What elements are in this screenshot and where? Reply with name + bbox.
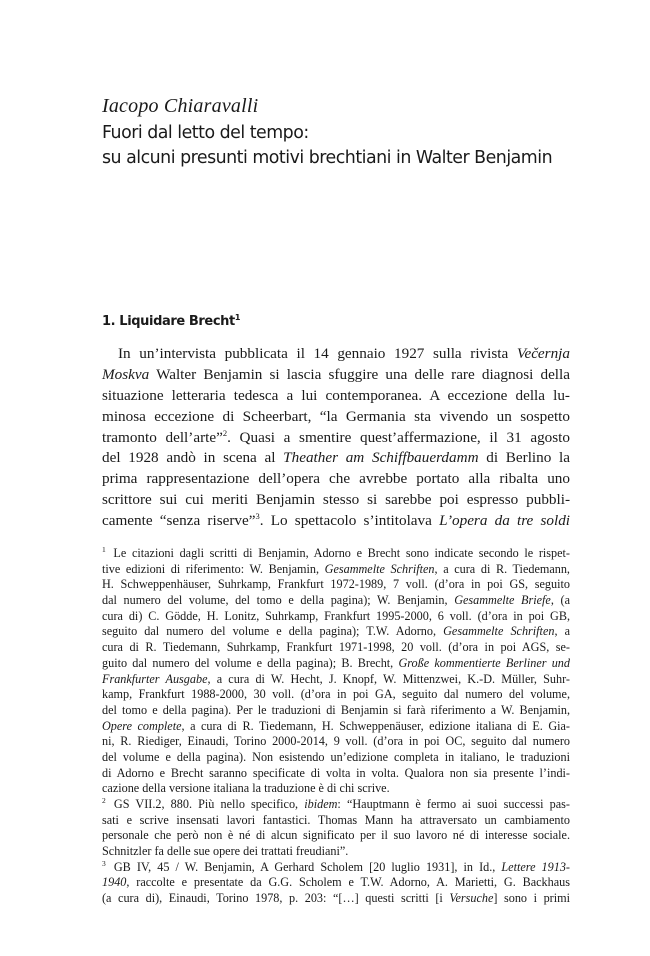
text-run: , a cura di W. Hecht, J. Knopf, W. Mittenzwei, K.-D. Müller, Suhr- (207, 671, 570, 686)
text-run: situazione letteraria tedesca a lui contemporanea. A eccezione della lu- (102, 386, 570, 404)
text-run: cura di R. Tiedemann, Suhrkamp, Frankfurt 1971-1998, 20 voll. (d’ora in poi AGS, se- (102, 640, 570, 655)
footnote-line (102, 703, 570, 719)
italic-text: L’opera da tre soldi (439, 512, 571, 530)
text-run: seguito dal numero del volume e della pagina); T.W. Adorno, (102, 624, 444, 639)
text-run: prima rappresentazione dell’opera che avrebbe portato alla ribalta uno (102, 470, 570, 488)
body-line (102, 344, 570, 365)
footnote-line (102, 797, 570, 813)
text-run: , a (554, 624, 570, 639)
text-run: In un’intervista pubblicata il 14 gennaio 1927 sulla rivista (118, 345, 517, 362)
footnote-reference: 3 (255, 511, 260, 522)
italic-text: Večernja (516, 345, 570, 362)
footnote-line (102, 593, 570, 609)
text-run: , a cura di R. Tiedemann, (434, 561, 570, 576)
text-run: personale che però non è né di alcun significato per il suo lavoro né di interesse sociale. (102, 828, 570, 843)
footnote-line (102, 813, 570, 829)
text-run: ] sono i primi (493, 891, 570, 906)
footnote-line (102, 687, 570, 703)
footnote-line (102, 577, 570, 593)
text-run: . Lo spettacolo s’intitolava (259, 512, 440, 530)
text-run: . Quasi a smentire quest’affermazione, il 31 agosto (227, 428, 570, 446)
footnote-line (102, 656, 570, 672)
text-run: cura di) C. Gödde, H. Lonitz, Suhrkamp, Frankfurt 1995-2000, 6 voll. (d’ora in poi GB, (102, 608, 570, 623)
text-run: minosa eccezione di Scheerbart, “la Germania sta vivendo un sospetto (102, 407, 570, 425)
section-heading-text: 1. Liquidare Brecht (102, 314, 235, 329)
footnote-line (102, 609, 570, 625)
italic-text: Große kommentierte Berliner und (398, 655, 570, 670)
text-run: GB IV, 45 / W. Benjamin, A Gerhard Scholem [20 luglio 1931], in Id., (107, 859, 502, 874)
footnote-line (102, 640, 570, 656)
footnote-line (102, 875, 570, 891)
text-run: , raccolte e presentate da G.G. Scholem e T.W. Adorno, A. Marietti, G. Backhaus (126, 875, 570, 890)
footnote-number: 3 (102, 858, 106, 868)
text-run: tramonto dell’arte” (102, 428, 223, 446)
footnote-line (102, 860, 570, 876)
footnote-line (102, 546, 570, 562)
text-run: guito dal numero del volume e della pagina); B. Brecht, (102, 655, 399, 670)
text-run: (a cura di), Einaudi, Torino 1978, p. 203: “[…] questi scritti [i (102, 891, 450, 906)
footnote-reference: 1 (234, 313, 240, 322)
text-run: di Berlino la (478, 449, 570, 467)
footnote-line (102, 750, 570, 766)
text-run: camente “senza riserve” (102, 512, 256, 530)
italic-text: Opere complete (102, 718, 182, 733)
text-run: GS VII.2, 880. Più nello specifico, (107, 797, 305, 811)
italic-text: Frankfurter Ausgabe (102, 671, 208, 686)
footnote-line (102, 891, 570, 907)
italic-text: Versuche (449, 891, 494, 906)
body-line (102, 448, 570, 469)
italic-text: Gesammelte Schriften (324, 561, 435, 576)
body-line (102, 511, 570, 532)
footnote-number: 1 (102, 545, 106, 554)
text-run: dal numero del volume, del tomo e della pagina); W. Benjamin, (102, 593, 455, 608)
text-run: del tomo e della pagina). Per le traduzioni di Benjamin si farà riferimento a W. Benjamin, (102, 702, 570, 717)
footnote-line (102, 624, 570, 640)
italic-text: Gesammelte Briefe (454, 593, 551, 608)
italic-text: 1940 (102, 875, 127, 890)
footnote-reference: 2 (222, 427, 228, 438)
text-run: Le citazioni dagli scritti di Benjamin, Adorno e Brecht sono indicate secondo le rispet- (107, 546, 570, 560)
text-run: kamp, Frankfurt 1988-2000, 30 voll. (d’ora in poi GA, seguito dal numero del volume, (102, 687, 570, 702)
article-title-line-2: su alcuni presunti motivi brechtiani in Walter Benjamin (102, 148, 553, 168)
body-line (102, 407, 570, 428)
body-line (102, 428, 570, 449)
body-line (102, 386, 570, 407)
text-run: di Adorno e Brecht saranno specificate di volta in volta. Qualora non sia presente l’indi- (102, 765, 570, 780)
footnote-line (102, 562, 570, 578)
footnote-line (102, 828, 570, 844)
text-run: , (a (550, 593, 570, 608)
section-heading (102, 313, 240, 329)
text-run: cazione della versione italiana la traduzione è di chi scrive. (102, 781, 390, 796)
text-run: ni, R. Riediger, Einaudi, Torino 2000-2014, 9 voll. (d’ora in poi OC, seguito dal numero (102, 734, 570, 749)
text-run: Schnitzler fa delle sue opere dei trattati freudiani”. (102, 844, 349, 859)
text-run: Walter Benjamin si lascia sfuggire una delle rare diagnosi della (149, 365, 570, 383)
text-run: sati e scrive insensati lavori fantastici. Thomas Mann ha attraversato un cambiamento (102, 812, 570, 827)
body-line (102, 365, 570, 386)
text-run: del 1928 andò in scena al (102, 449, 284, 467)
text-run: scrittore sui cui meriti Benjamin stesso si sarebbe poi espresso pubbli- (102, 491, 570, 509)
footnote-line (102, 781, 570, 797)
footnote-line (102, 844, 570, 860)
body-paragraph (102, 344, 570, 532)
footnote-line (102, 766, 570, 782)
italic-text: Moskva (102, 365, 150, 383)
text-run: tive edizioni di riferimento: W. Benjamin, (102, 561, 325, 576)
footnote-line (102, 734, 570, 750)
article-author: Iacopo Chiaravalli (102, 95, 259, 117)
footnote-line (102, 672, 570, 688)
italic-text: Lettere 1913- (501, 859, 570, 874)
body-line (102, 469, 570, 490)
body-line (102, 490, 570, 511)
article-title-line-1: Fuori dal letto del tempo: (102, 123, 309, 143)
italic-text: Gesammelte Schriften (443, 624, 555, 639)
text-run: , a cura di R. Tiedemann, H. Schweppenäuser, edizione italiana di E. Gia- (181, 718, 570, 733)
text-run: H. Schweppenhäuser, Suhrkamp, Frankfurt 1972-1989, 7 voll. (d’ora in poi GS, seguito (102, 577, 570, 592)
text-run: del volume e della pagina). Non esistendo un’edizione completa in italiano, le traduzioni (102, 749, 570, 764)
italic-text: Theather am Schiffbauerdamm (283, 449, 479, 467)
footnote-line (102, 719, 570, 735)
footnote-number: 2 (102, 796, 106, 805)
text-run: : “Hauptmann è fermo ai suoi successi pas- (337, 797, 570, 811)
italic-text: ibidem (304, 797, 338, 811)
footnotes (102, 546, 570, 907)
article-title (102, 121, 552, 171)
